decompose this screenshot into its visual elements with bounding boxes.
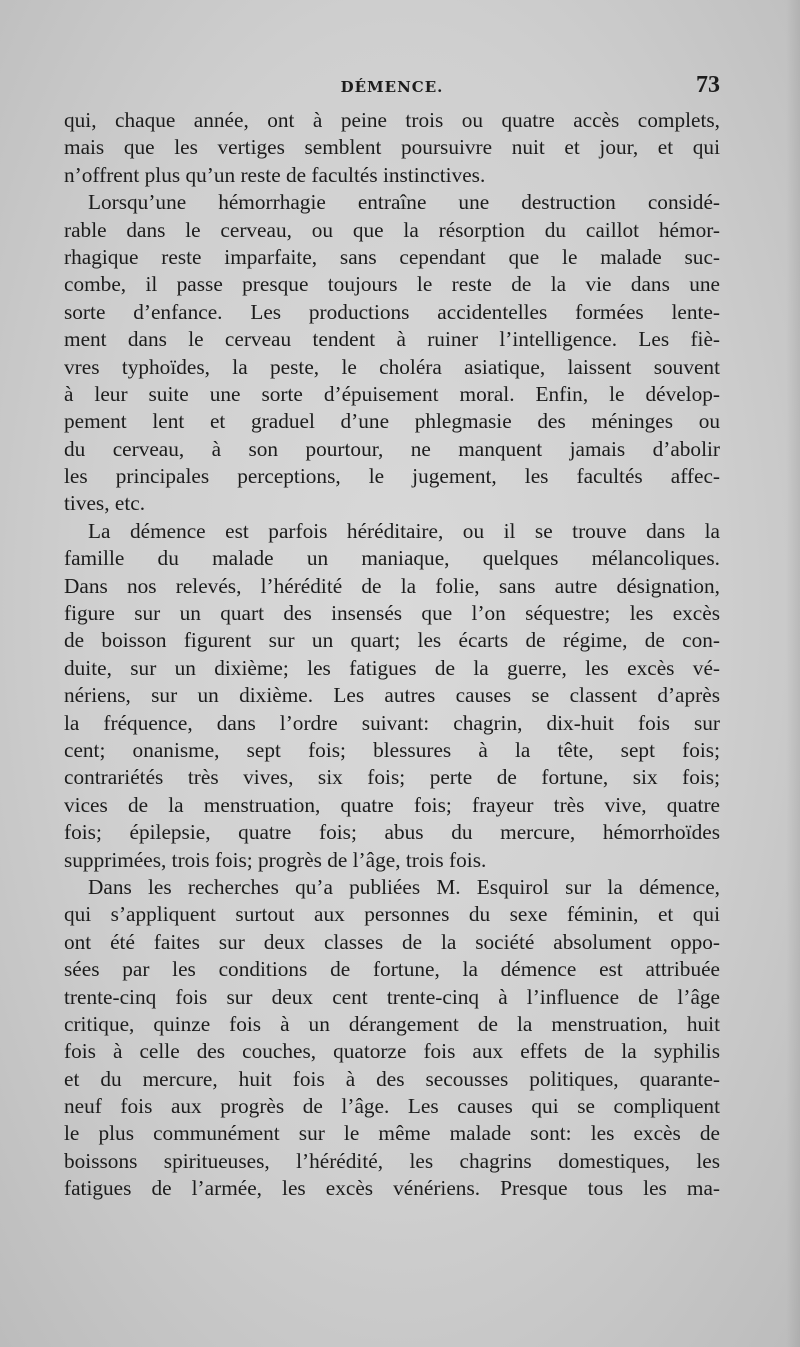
- text-line: la fréquence, dans l’ordre suivant: chagrin, dix-huit fois sur: [64, 710, 720, 735]
- text-line: sées par les conditions de fortune, la démence est attribuée: [64, 957, 720, 982]
- page-header: [64, 70, 720, 102]
- text-line: rhagique reste imparfaite, sans cependant que le malade suc-: [64, 244, 720, 269]
- text-line: ment dans le cerveau tendent à ruiner l’intelligence. Les fiè-: [64, 327, 720, 352]
- text-line: de boisson figurent sur un quart; les écarts de régime, de con-: [64, 628, 720, 653]
- text-line: qui, chaque année, ont à peine trois ou quatre accès complets,: [64, 108, 720, 132]
- text-line: fatigues de l’armée, les excès vénériens. Presque tous les ma-: [64, 1176, 720, 1201]
- text-line: neuf fois aux progrès de l’âge. Les causes qui se compliquent: [64, 1094, 720, 1119]
- text-line: fois; épilepsie, quatre fois; abus du mercure, hémorrhoïdes: [64, 820, 720, 845]
- text-line: pement lent et graduel d’une phlegmasie des méninges ou: [64, 409, 720, 434]
- text-line: sorte d’enfance. Les productions accidentelles formées lente-: [64, 299, 720, 324]
- paragraph-start-line: Lorsqu’une hémorrhagie entraîne une destruction considé-: [88, 190, 720, 215]
- page-number: 73: [696, 72, 720, 98]
- text-line: mais que les vertiges semblent poursuivre nuit et jour, et qui: [64, 135, 720, 160]
- text-line: figure sur un quart des insensés que l’on séquestre; les excès: [64, 601, 720, 626]
- text-line: du cerveau, à son pourtour, ne manquent jamais d’abolir: [64, 436, 720, 461]
- text-line: les principales perceptions, le jugement, les facultés affec-: [64, 464, 720, 489]
- text-line: combe, il passe presque toujours le reste de la vie dans une: [64, 272, 720, 297]
- text-line: à leur suite une sorte d’épuisement moral. Enfin, le dévelop-: [64, 381, 720, 406]
- running-head: DÉMENCE.: [340, 78, 444, 96]
- text-line: fois à celle des couches, quatorze fois aux effets de la syphilis: [64, 1039, 720, 1064]
- text-line: supprimées, trois fois; progrès de l’âge, trois fois.: [64, 847, 487, 872]
- text-line: trente-cinq fois sur deux cent trente-cinq à l’influence de l’âge: [64, 984, 720, 1009]
- text-line: famille du malade un maniaque, quelques mélancoliques.: [64, 546, 720, 571]
- text-line: vres typhoïdes, la peste, le choléra asiatique, laissent souvent: [64, 354, 720, 379]
- text-line: cent; onanisme, sept fois; blessures à la tête, sept fois;: [64, 737, 720, 762]
- text-line: duite, sur un dixième; les fatigues de la guerre, les excès vé-: [64, 655, 720, 680]
- text-line: tives, etc.: [64, 491, 146, 516]
- text-line: n’offrent plus qu’un reste de facultés instinctives.: [64, 162, 486, 187]
- text-line: boissons spiritueuses, l’hérédité, les chagrins domestiques, les: [64, 1148, 720, 1173]
- text-line: contrariétés très vives, six fois; perte de fortune, six fois;: [64, 765, 720, 790]
- text-line: Dans nos relevés, l’hérédité de la folie, sans autre désignation,: [64, 573, 720, 598]
- body-text: [64, 107, 720, 1203]
- text-line: qui s’appliquent surtout aux personnes du sexe féminin, et qui: [64, 902, 720, 927]
- text-line: rable dans le cerveau, ou que la résorption du caillot hémor-: [64, 217, 720, 242]
- text-line: nériens, sur un dixième. Les autres causes se classent d’après: [64, 683, 720, 708]
- text-line: et du mercure, huit fois à des secousses politiques, quarante-: [64, 1066, 720, 1091]
- text-line: ont été faites sur deux classes de la société absolument oppo-: [64, 929, 720, 954]
- paragraph-start-line: Dans les recherches qu’a publiées M. Esquirol sur la démence,: [88, 874, 720, 899]
- text-line: vices de la menstruation, quatre fois; frayeur très vive, quatre: [64, 792, 720, 817]
- paragraph-start-line: La démence est parfois héréditaire, ou il se trouve dans la: [88, 518, 720, 543]
- page-edge-shadow: [786, 0, 800, 1347]
- text-line: le plus communément sur le même malade sont: les excès de: [64, 1121, 720, 1146]
- text-line: critique, quinze fois à un dérangement de la menstruation, huit: [64, 1011, 720, 1036]
